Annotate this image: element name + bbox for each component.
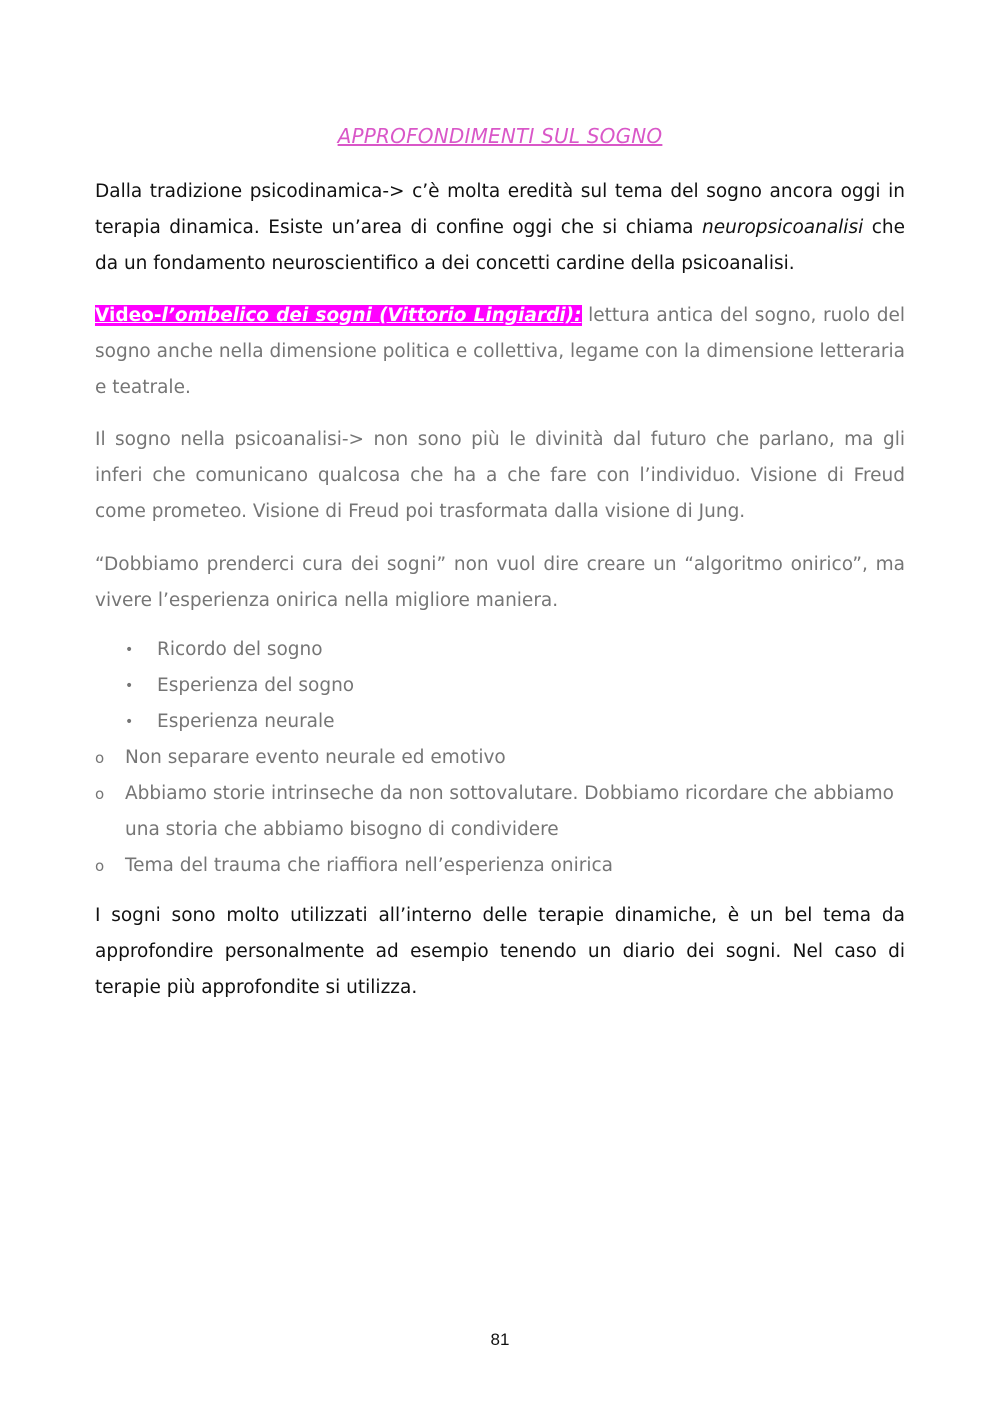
paragraph-conclusion: I sogni sono molto utilizzati all’interno delle terapie dinamiche, è un bel tema da approfondire personalmente ad esempio tenendo un diario dei sogni. Nel caso di terapie più approfondite si utilizza.: [95, 905, 905, 998]
list-item: [95, 632, 905, 668]
circle-marker: o: [95, 749, 105, 767]
paragraph-intro-text-before: Dalla tradizione psicodinamica-> c’è molta eredità sul tema del sogno ancora oggi in terapia dinamica. Esiste un’area di confine oggi che si chiama: [95, 181, 905, 238]
paragraph-cura-sogni: “Dobbiamo prenderci cura dei sogni” non vuol dire creare un “algoritmo onirico”, ma vivere l’esperienza onirica nella migliore maniera.: [95, 554, 905, 611]
paragraph-intro: [95, 174, 905, 282]
list-item: [95, 668, 905, 704]
list-item: [95, 848, 905, 884]
list-item: [95, 704, 905, 740]
list-item: [95, 776, 905, 848]
paragraph-video: [95, 298, 905, 406]
list-item: [95, 740, 905, 776]
neuropsicoanalisi-term: neuropsicoanalisi: [702, 217, 864, 238]
list-item-text: Ricordo del sogno: [157, 639, 323, 660]
video-highlight: [95, 305, 582, 326]
circle-marker: o: [95, 857, 105, 875]
paragraph-psicoanalisi: Il sogno nella psicoanalisi-> non sono più le divinità dal futuro che parlano, ma gli inferi che comunicano qualcosa che ha a che fare con l’individuo. Visione di Freud come prometeo. Visione di Freud poi trasformata dalla visione di Jung.: [95, 429, 905, 522]
page-title: APPROFONDIMENTI SUL SOGNO: [337, 124, 663, 148]
video-highlight-title: l’ombelico dei sogni (Vittorio Lingiardi):: [161, 305, 582, 326]
bullet-marker: •: [125, 714, 134, 730]
list-item-text: Tema del trauma che riaffiora nell’esperienza onirica: [125, 855, 613, 876]
paragraph-intro-text-after: che da un fondamento neuroscientifico a dei concetti cardine della psicoanalisi.: [95, 217, 905, 274]
points-list: [95, 632, 905, 884]
page-number: 81: [490, 1330, 510, 1349]
list-item-text: Non separare evento neurale ed emotivo: [125, 747, 506, 768]
bullet-marker: •: [125, 642, 134, 658]
paragraph-video-text: lettura antica del sogno, ruolo del sogno anche nella dimensione politica e collettiva, legame con la dimensione letteraria e teatrale.: [95, 305, 905, 398]
video-highlight-prefix: Video-: [95, 305, 162, 326]
list-item-text: Esperienza del sogno: [157, 675, 355, 696]
circle-marker: o: [95, 785, 105, 803]
list-item-text: Esperienza neurale: [157, 711, 335, 732]
list-item-text: Abbiamo storie intrinseche da non sottovalutare. Dobbiamo ricordare che abbiamo una storia che abbiamo bisogno di condividere: [125, 783, 894, 840]
bullet-marker: •: [125, 678, 134, 694]
